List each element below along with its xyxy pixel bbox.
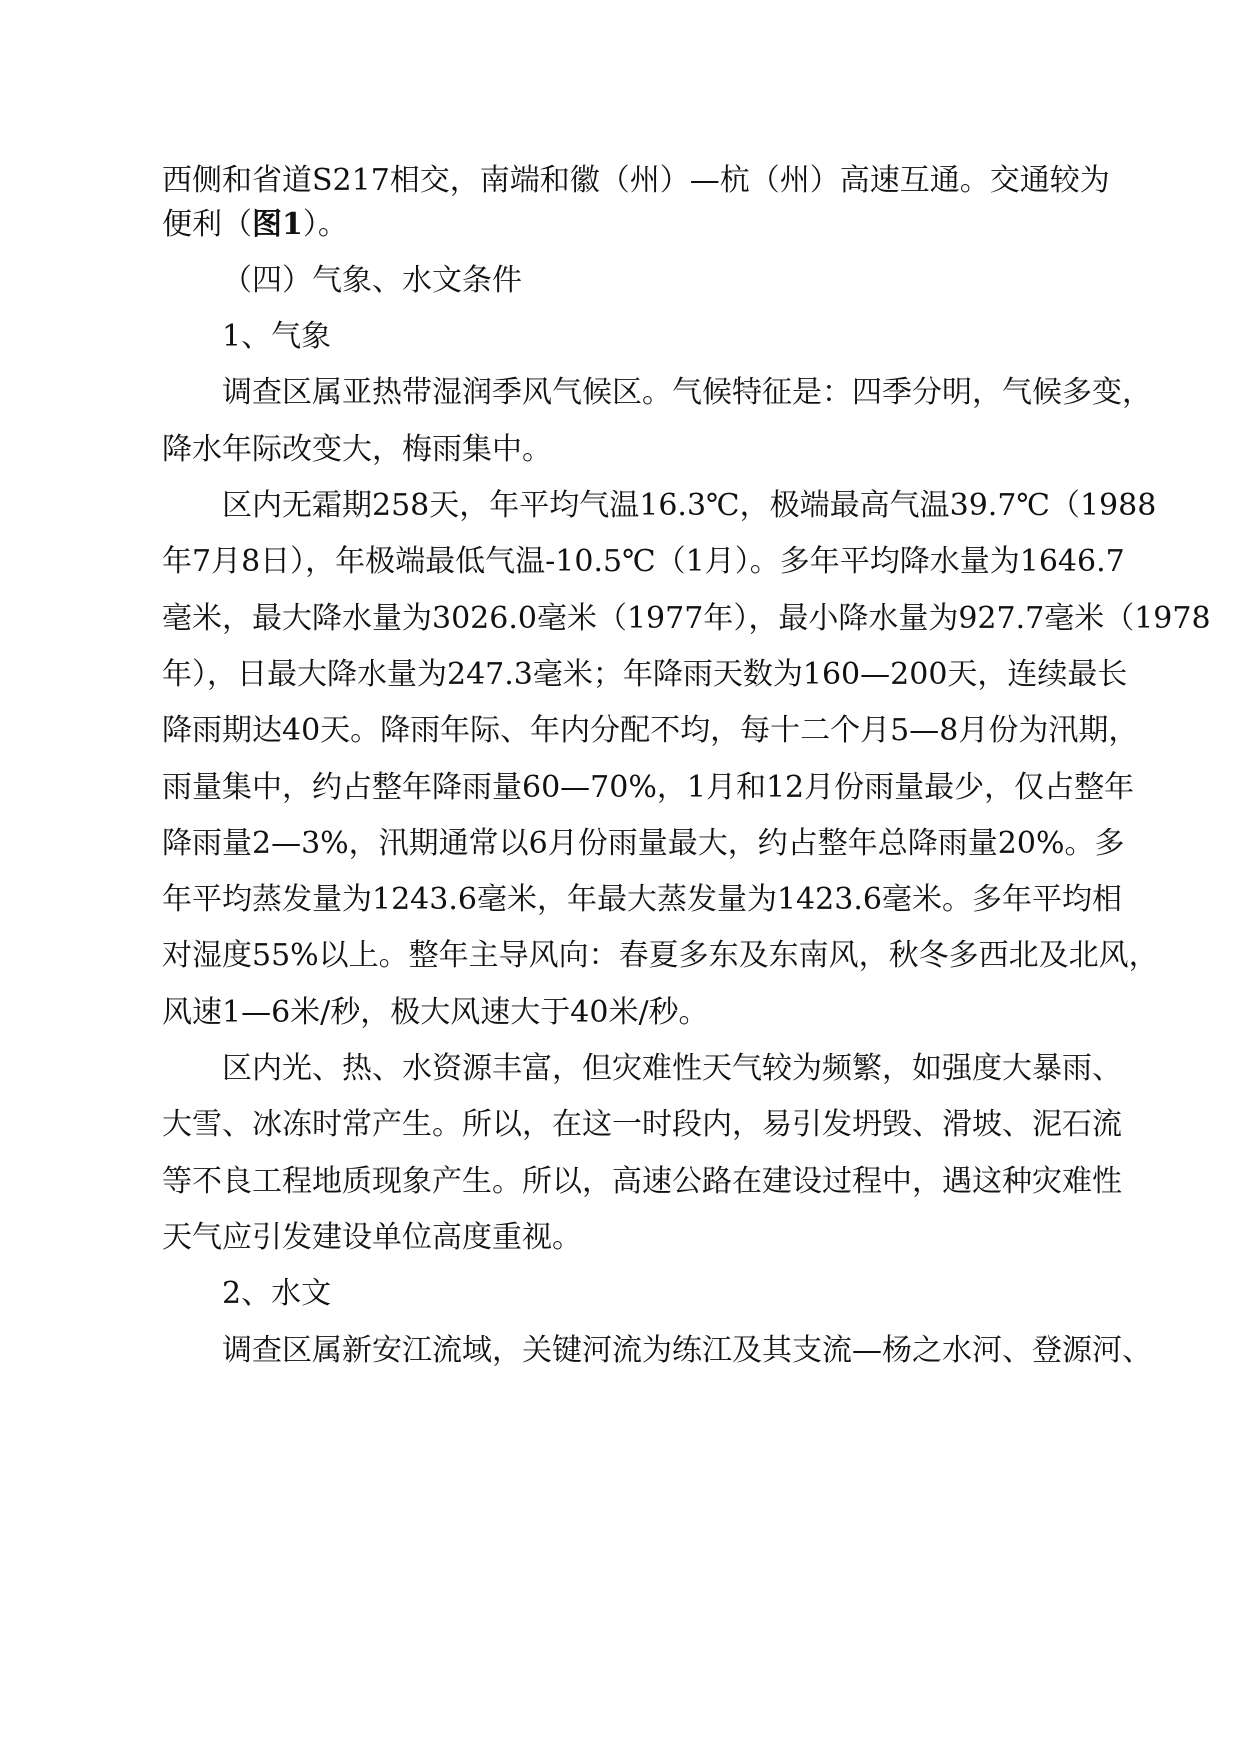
section-heading: （四）气象、水文条件 [222,263,522,298]
paragraph-line: 天气应引发建设单位高度重视。 [162,1220,582,1255]
paragraph-line: 调查区属新安江流域，关键河流为练江及其支流—杨之水河、登源河、 [222,1333,1152,1368]
paragraph-line: 毫米，最大降水量为3026.0毫米（1977年），最小降水量为927.7毫米（1978 [162,601,1211,636]
paragraph-text: 便利（ [162,207,252,242]
paragraph-line: 降水年际改变大，梅雨集中。 [162,432,552,467]
paragraph-line: 降雨期达40天。降雨年际、年内分配不均，每十二个月5—8月份为汛期， [162,713,1139,748]
paragraph-line: 降雨量2—3%，汛期通常以6月份雨量最大，约占整年总降雨量20%。多 [162,826,1125,861]
figure-reference: 图1 [252,207,303,242]
paragraph-line: 年平均蒸发量为1243.6毫米，年最大蒸发量为1423.6毫米。多年平均相 [162,882,1122,917]
paragraph-text: ）。 [302,207,348,242]
paragraph-line: 雨量集中，约占整年降雨量60—70%，1月和12月份雨量最少，仅占整年 [162,770,1135,805]
paragraph-line: 大雪、冰冻时常产生。所以，在这一时段内，易引发坍毁、滑坡、泥石流 [162,1107,1122,1142]
paragraph-line: 对湿度55%以上。整年主导风向：春夏多东及东南风，秋冬多西北及北风， [162,938,1159,973]
paragraph-line [162,203,1092,247]
paragraph-line: 区内无霜期258天，年平均气温16.3℃，极端最高气温39.7℃（1988 [222,488,1157,523]
paragraph-line: 年），日最大降水量为247.3毫米；年降雨天数为160—200天，连续最长 [162,657,1128,692]
paragraph-line: 等不良工程地质现象产生。所以，高速公路在建设过程中，遇这种灾难性 [162,1164,1122,1199]
paragraph-line: 西侧和省道S217相交，南端和徽（州）—杭（州）高速互通。交通较为 [162,163,1110,198]
subsection-heading: 2、水文 [222,1276,332,1311]
paragraph-line: 风速1—6米/秒，极大风速大于40米/秒。 [162,995,709,1030]
paragraph-line: 年7月8日），年极端最低气温-10.5℃（1月）。多年平均降水量为1646.7 [162,544,1125,579]
paragraph-line: 调查区属亚热带湿润季风气候区。气候特征是：四季分明，气候多变， [222,375,1152,410]
subsection-heading: 1、气象 [222,319,332,354]
paragraph-line: 区内光、热、水资源丰富，但灾难性天气较为频繁，如强度大暴雨、 [222,1051,1122,1086]
